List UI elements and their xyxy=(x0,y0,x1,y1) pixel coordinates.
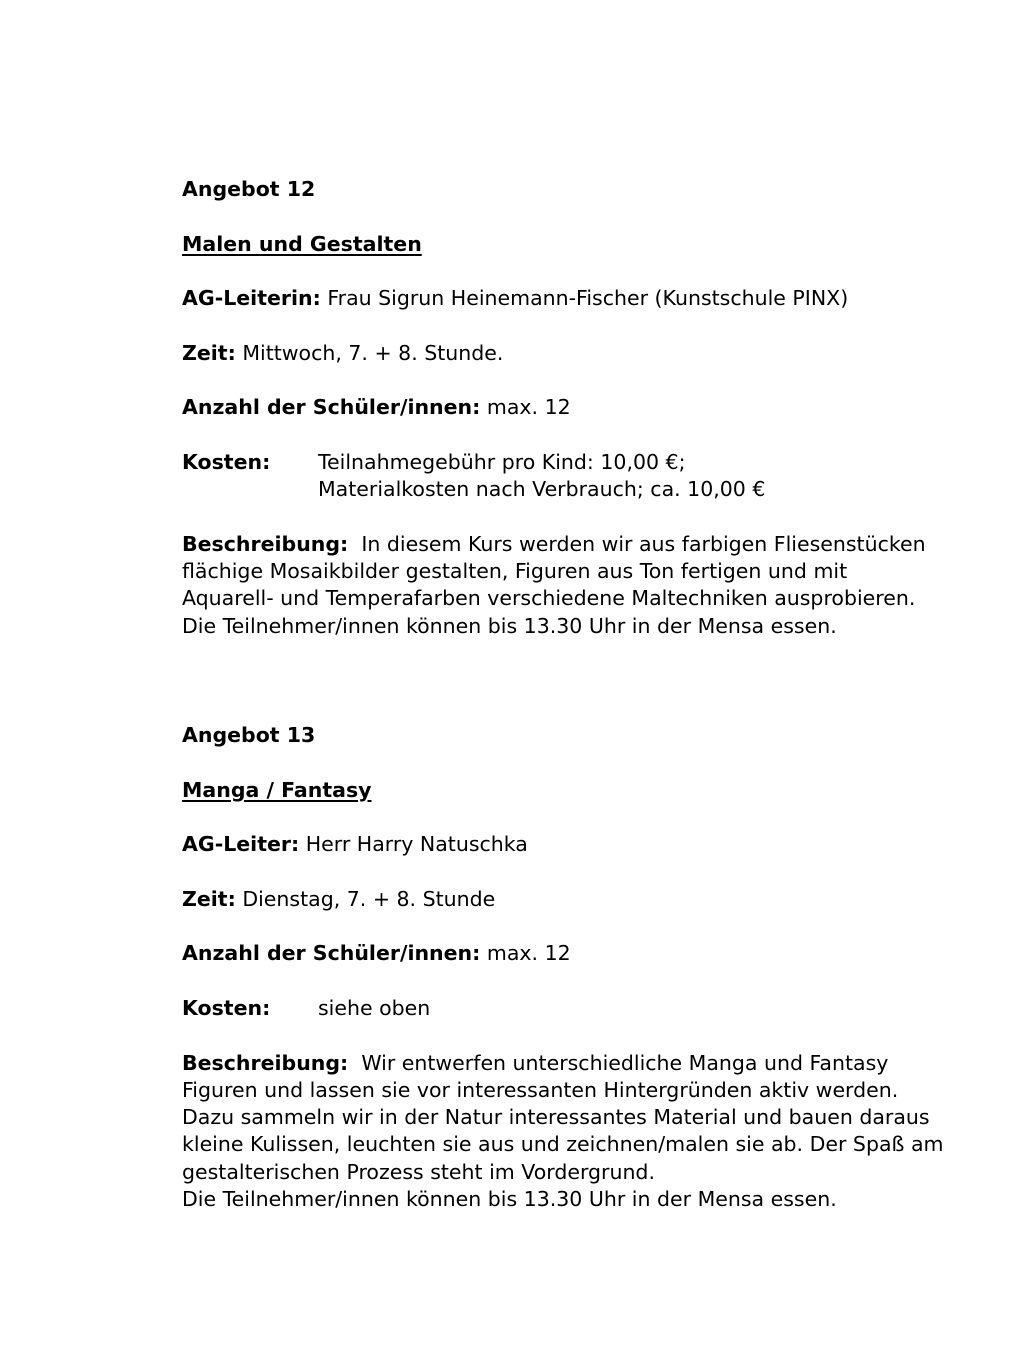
description-line: Aquarell- und Temperafarben verschiedene Maltechniken ausprobieren. xyxy=(182,586,916,611)
cost-row xyxy=(182,449,972,504)
leader-value: Herr Harry Natuschka xyxy=(305,832,528,857)
leader-label: AG-Leiter: xyxy=(182,832,300,857)
description-label: Beschreibung: xyxy=(182,1050,349,1075)
description-line: Figuren und lassen sie vor interessanten Hintergründen aktiv werden. xyxy=(182,1077,899,1102)
leader-row xyxy=(182,285,972,312)
time-value: Mittwoch, 7. + 8. Stunde. xyxy=(242,340,504,365)
time-value: Dienstag, 7. + 8. Stunde xyxy=(242,886,496,911)
description-line: Die Teilnehmer/innen können bis 13.30 Uhr in der Mensa essen. xyxy=(182,613,837,638)
description xyxy=(182,531,972,640)
leader-value: Frau Sigrun Heinemann-Fischer (Kunstschule PINX) xyxy=(327,286,849,311)
description-line: flächige Mosaikbilder gestalten, Figuren aus Ton fertigen und mit xyxy=(182,559,848,584)
offer-12-section xyxy=(182,176,972,640)
description-line: In diesem Kurs werden wir aus farbigen Fliesenstücken xyxy=(361,531,926,556)
description-line: kleine Kulissen, leuchten sie aus und zeichnen/malen sie ab. Der Spaß am xyxy=(182,1132,944,1157)
offer-title: Manga / Fantasy xyxy=(182,777,372,802)
count-row xyxy=(182,394,972,421)
leader-row xyxy=(182,831,972,858)
cost-line: Teilnahmegebühr pro Kind: 10,00 €; xyxy=(318,449,686,474)
count-label: Anzahl der Schüler/innen: xyxy=(182,395,481,420)
count-value: max. 12 xyxy=(486,395,571,420)
offer-number: Angebot 13 xyxy=(182,723,316,747)
time-label: Zeit: xyxy=(182,340,236,365)
cost-label: Kosten: xyxy=(182,449,271,474)
offer-13-section xyxy=(182,722,972,1213)
time-row xyxy=(182,886,972,913)
offer-number: Angebot 12 xyxy=(182,177,316,201)
leader-label: AG-Leiterin: xyxy=(182,286,321,311)
count-label: Anzahl der Schüler/innen: xyxy=(182,941,481,966)
description-label: Beschreibung: xyxy=(182,531,349,556)
count-value: max. 12 xyxy=(486,941,571,966)
cost-row xyxy=(182,995,972,1022)
cost-label: Kosten: xyxy=(182,995,271,1020)
cost-line: siehe oben xyxy=(318,995,431,1020)
count-row xyxy=(182,940,972,967)
description-line: Die Teilnehmer/innen können bis 13.30 Uhr in der Mensa essen. xyxy=(182,1187,837,1212)
description-line: Wir entwerfen unterschiedliche Manga und Fantasy xyxy=(361,1050,889,1075)
cost-line: Materialkosten nach Verbrauch; ca. 10,00 € xyxy=(318,477,766,502)
offer-title: Malen und Gestalten xyxy=(182,231,422,256)
description-line: Dazu sammeln wir in der Natur interessantes Material und bauen daraus xyxy=(182,1105,930,1130)
time-label: Zeit: xyxy=(182,886,236,911)
time-row xyxy=(182,340,972,367)
description-line: gestalterischen Prozess steht im Vordergrund. xyxy=(182,1159,655,1184)
description xyxy=(182,1050,972,1214)
